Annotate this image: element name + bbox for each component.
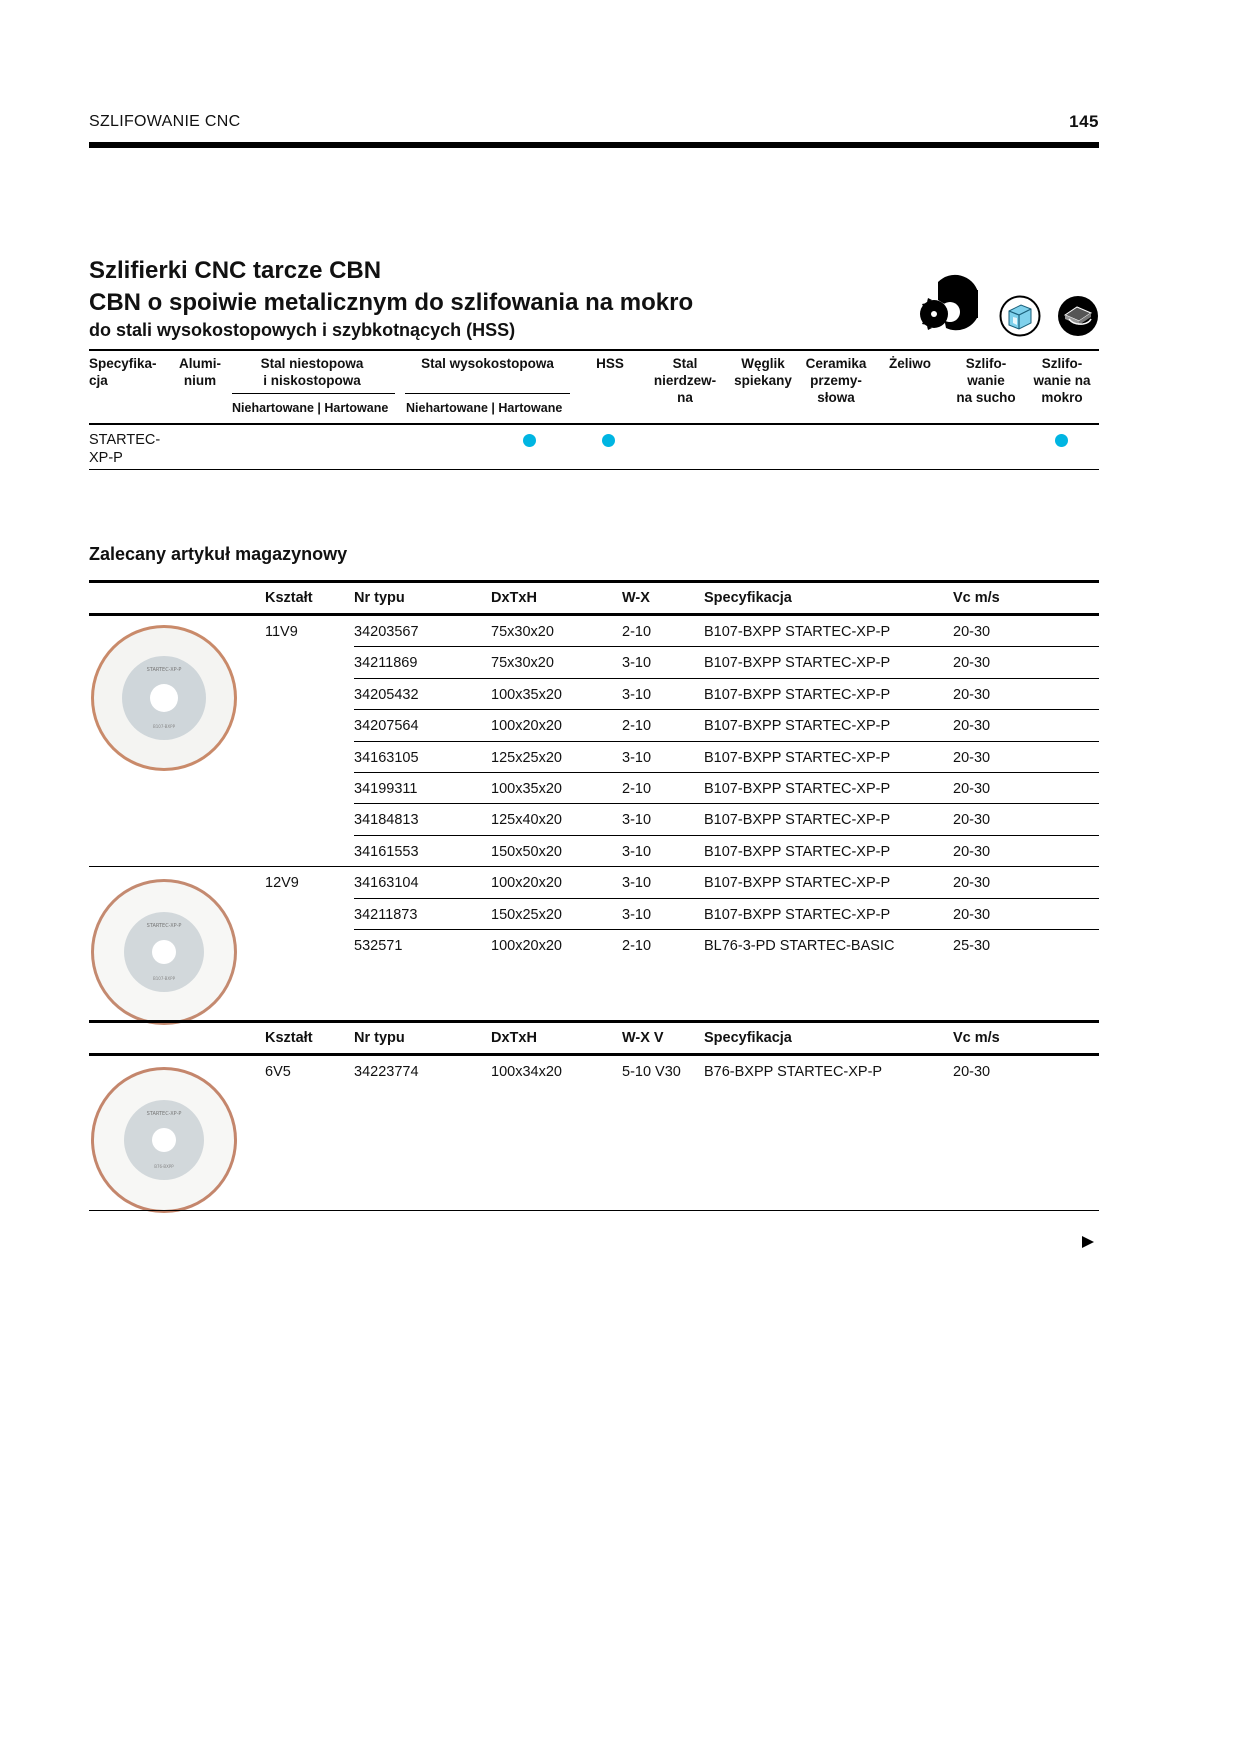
table1-cell: 100x35x20 bbox=[491, 686, 562, 703]
table1-cell: B107-BXPP STARTEC-XP-P bbox=[704, 624, 891, 640]
table1-cell: 75x30x20 bbox=[491, 655, 554, 672]
table2-cell: B76-BXPP STARTEC-XP-P bbox=[704, 1064, 883, 1080]
table1-cell: B107-BXPP STARTEC-XP-P bbox=[704, 906, 891, 923]
col-wet: Szlifo- wanie na mokro bbox=[1033, 356, 1091, 405]
table1-cell: 34163104 bbox=[354, 875, 419, 892]
table1-cell: 34211873 bbox=[354, 906, 418, 923]
table1-cell: 3-10 bbox=[622, 843, 652, 860]
col-steel-high: Stal wysokostopowa bbox=[421, 356, 554, 371]
table1-cell: 3-10 bbox=[622, 875, 652, 892]
table1-row-rule bbox=[354, 803, 1099, 804]
table2-header-5: Vc m/s bbox=[953, 1030, 1000, 1046]
table1-cell: B107-BXPP STARTEC-XP-P bbox=[704, 812, 891, 829]
table2-header-0: Kształt bbox=[265, 1030, 313, 1046]
table1-cell: 25-30 bbox=[953, 938, 991, 954]
mark-steel-high-hardened bbox=[523, 434, 536, 447]
table1-cell: 34184813 bbox=[354, 812, 419, 829]
table1-cell: 20-30 bbox=[953, 812, 991, 829]
table2-shape-cell: 6V5 bbox=[265, 1064, 291, 1080]
table2-header-4: Specyfikacja bbox=[704, 1030, 792, 1046]
table1-header-4: Specyfikacja bbox=[704, 590, 792, 606]
table1-cell: 34161553 bbox=[354, 843, 419, 860]
subheader-steel-low: Niehartowane | Hartowane bbox=[232, 401, 389, 415]
svg-text:STARTEC-XP-P: STARTEC-XP-P bbox=[146, 1111, 182, 1117]
table1-cell: 34211869 bbox=[354, 655, 418, 672]
table2-top-rule bbox=[89, 1020, 1099, 1023]
table1-cell: 34163105 bbox=[354, 749, 419, 766]
table1-row-rule bbox=[354, 741, 1099, 742]
col-spec: Specyfika- cja bbox=[89, 356, 157, 388]
table1-row-rule bbox=[354, 709, 1099, 710]
wheel-image-6v5 bbox=[89, 1065, 239, 1215]
table1-cell: 100x20x20 bbox=[491, 938, 562, 954]
table1-row-rule bbox=[354, 929, 1099, 930]
table1-cell: 3-10 bbox=[622, 906, 652, 923]
table1-cell: 34203567 bbox=[354, 624, 419, 640]
table1-cell: 75x30x20 bbox=[491, 624, 554, 640]
application-table-bottom-rule bbox=[89, 469, 1099, 470]
col-dry: Szlifo- wanie na sucho bbox=[956, 356, 1016, 405]
col-carbide: Węglik spiekany bbox=[734, 356, 792, 388]
table1-row-rule bbox=[354, 678, 1099, 679]
table2-header-3: W-X V bbox=[622, 1030, 664, 1046]
col-steel-low: Stal niestopowa i niskostopowa bbox=[260, 356, 364, 388]
page-number: 145 bbox=[1069, 112, 1099, 131]
table2-cell: 5-10 V30 bbox=[622, 1064, 681, 1080]
header-rule bbox=[89, 142, 1099, 148]
table1-header-3: W-X bbox=[622, 590, 650, 606]
table1-cell: 20-30 bbox=[953, 875, 991, 892]
svg-text:B107-BXPP: B107-BXPP bbox=[153, 976, 175, 981]
next-page-arrow-icon bbox=[1081, 1235, 1095, 1249]
table1-cell: 100x20x20 bbox=[491, 718, 562, 735]
table1-row-rule bbox=[354, 898, 1099, 899]
table2-header-rule bbox=[89, 1053, 1099, 1056]
svg-text:STARTEC-XP-P: STARTEC-XP-P bbox=[146, 667, 182, 673]
table1-cell: 3-10 bbox=[622, 655, 652, 672]
table1-header-2: DxTxH bbox=[491, 590, 537, 606]
col-cast-iron: Żeliwo bbox=[888, 356, 931, 371]
table1-cell: B107-BXPP STARTEC-XP-P bbox=[704, 875, 891, 892]
table1-cell: 20-30 bbox=[953, 781, 991, 797]
table1-cell: 20-30 bbox=[953, 624, 991, 640]
subheader-rule-steel-low bbox=[232, 393, 395, 394]
table1-cell: 20-30 bbox=[953, 655, 991, 672]
table1-cell: 532571 bbox=[354, 938, 403, 954]
svg-text:STARTEC-XP-P: STARTEC-XP-P bbox=[146, 923, 182, 929]
table1-cell: 20-30 bbox=[953, 718, 991, 735]
table1-cell: B107-BXPP STARTEC-XP-P bbox=[704, 686, 891, 703]
table1-cell: 34207564 bbox=[354, 718, 419, 735]
grinding-helmet-icon bbox=[920, 270, 982, 340]
table2-header-2: DxTxH bbox=[491, 1030, 537, 1046]
wet-grinding-icon bbox=[1057, 295, 1099, 337]
application-row-name: STARTEC- XP-P bbox=[89, 432, 161, 466]
mark-hss bbox=[602, 434, 615, 447]
table1-cell: 2-10 bbox=[622, 624, 652, 640]
table1-cell: 20-30 bbox=[953, 749, 991, 766]
page-subtitle: CBN o spoiwie metalicznym do szlifowania na mokro bbox=[89, 289, 694, 316]
table1-cell: 125x25x20 bbox=[491, 749, 562, 766]
page-title: Szlifierki CNC tarcze CBN bbox=[89, 257, 382, 284]
subheader-rule-steel-high bbox=[405, 393, 570, 394]
svg-text:B107-BXPP: B107-BXPP bbox=[153, 724, 175, 729]
table1-cell: 34205432 bbox=[354, 686, 419, 703]
table1-cell: 150x25x20 bbox=[491, 906, 562, 923]
table1-cell: 34199311 bbox=[354, 781, 418, 797]
table1-cell: 100x20x20 bbox=[491, 875, 562, 892]
table2-cell: 100x34x20 bbox=[491, 1064, 562, 1080]
col-aluminium: Alumi- nium bbox=[179, 356, 221, 388]
mark-wet bbox=[1055, 434, 1068, 447]
table1-cell: B107-BXPP STARTEC-XP-P bbox=[704, 655, 891, 672]
table1-header-0: Kształt bbox=[265, 590, 313, 606]
table1-cell: B107-BXPP STARTEC-XP-P bbox=[704, 718, 891, 735]
table1-row-rule bbox=[354, 772, 1099, 773]
table2-header-1: Nr typu bbox=[354, 1030, 405, 1046]
table1-cell: BL76-3-PD STARTEC-BASIC bbox=[704, 938, 895, 954]
application-table-top-rule bbox=[89, 349, 1099, 351]
subheader-steel-high: Niehartowane | Hartowane bbox=[406, 401, 563, 415]
table1-shape-cell: 12V9 bbox=[265, 875, 299, 892]
table1-cell: 3-10 bbox=[622, 686, 652, 703]
col-hss: HSS bbox=[596, 356, 624, 371]
wheel-image-12v9 bbox=[89, 877, 239, 1027]
svg-text:B76-BXPP: B76-BXPP bbox=[154, 1164, 174, 1169]
table1-cell: 20-30 bbox=[953, 906, 991, 923]
table1-group-separator bbox=[89, 866, 1099, 867]
table1-cell: B107-BXPP STARTEC-XP-P bbox=[704, 781, 891, 797]
table2-cell: 34223774 bbox=[354, 1064, 419, 1080]
table1-cell: 2-10 bbox=[622, 781, 652, 797]
table1-cell: B107-BXPP STARTEC-XP-P bbox=[704, 749, 891, 766]
table1-cell: 3-10 bbox=[622, 749, 652, 766]
table1-row-rule bbox=[354, 835, 1099, 836]
application-table-header-rule bbox=[89, 423, 1099, 425]
table1-cell: 2-10 bbox=[622, 718, 652, 735]
table1-header-1: Nr typu bbox=[354, 590, 405, 606]
wheel-image-11v9 bbox=[89, 623, 239, 773]
steel-profile-icon bbox=[999, 295, 1041, 337]
table1-cell: 2-10 bbox=[622, 938, 652, 954]
table1-top-rule bbox=[89, 580, 1099, 583]
section-title: SZLIFOWANIE CNC bbox=[89, 113, 241, 130]
table1-cell: 20-30 bbox=[953, 843, 991, 860]
table1-cell: 20-30 bbox=[953, 686, 991, 703]
table1-header-rule bbox=[89, 613, 1099, 616]
table1-cell: B107-BXPP STARTEC-XP-P bbox=[704, 843, 891, 860]
table1-cell: 150x50x20 bbox=[491, 843, 562, 860]
stock-section-title: Zalecany artykuł magazynowy bbox=[89, 544, 348, 564]
table1-shape-cell: 11V9 bbox=[265, 624, 298, 640]
table1-row-rule bbox=[354, 646, 1099, 647]
page-subtitle-2: do stali wysokostopowych i szybkotnących (HSS) bbox=[89, 320, 516, 340]
table1-cell: 100x35x20 bbox=[491, 781, 562, 797]
table2-bottom-rule bbox=[89, 1210, 1099, 1211]
table1-cell: 3-10 bbox=[622, 812, 652, 829]
table2-cell: 20-30 bbox=[953, 1064, 991, 1080]
col-stainless: Stal nierdzew- na bbox=[653, 356, 717, 405]
col-ceramics: Ceramika przemy- słowa bbox=[805, 356, 867, 405]
table1-cell: 125x40x20 bbox=[491, 812, 562, 829]
table1-header-5: Vc m/s bbox=[953, 590, 1000, 606]
